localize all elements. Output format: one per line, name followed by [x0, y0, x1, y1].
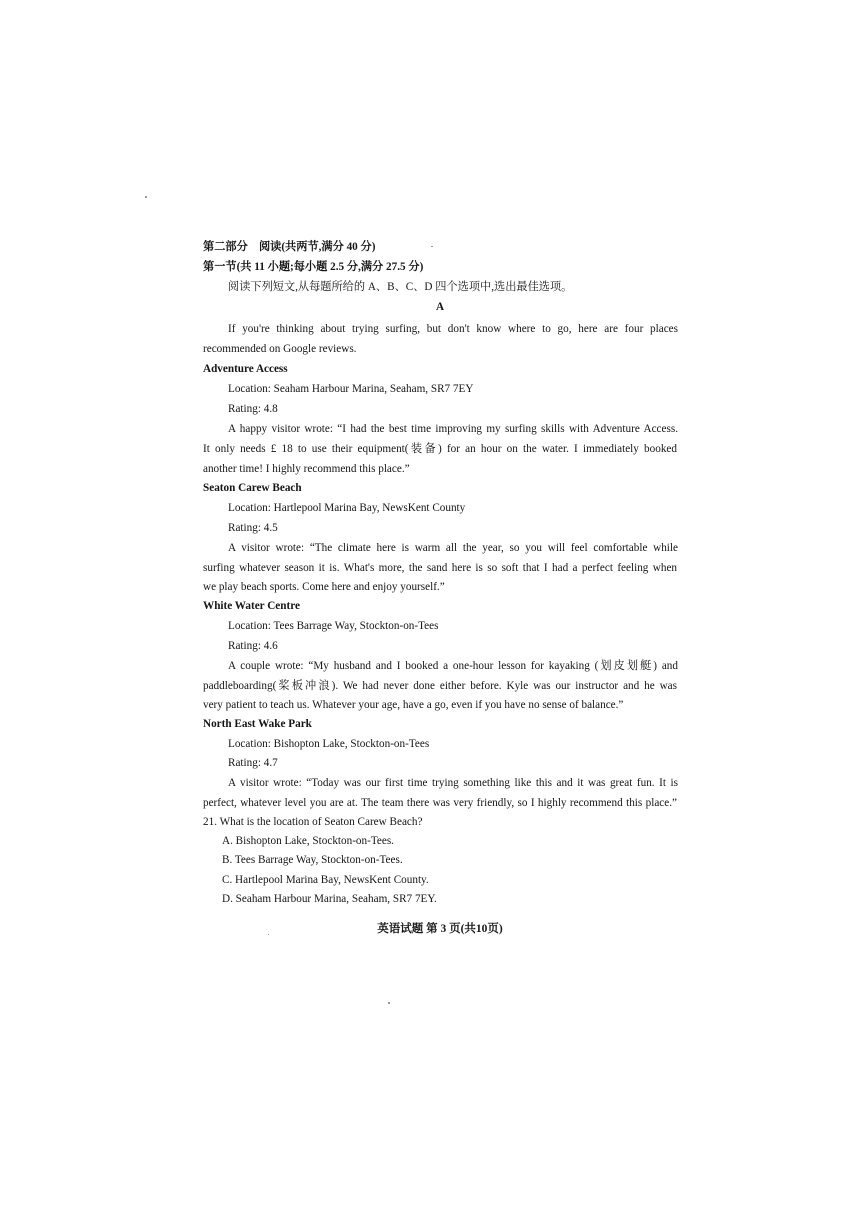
review-line: surfing whatever season it is. What's more, the sand here is so soft that I had a perfect feeling when [203, 562, 677, 574]
place-location: Location: Hartlepool Marina Bay, NewsKent County [228, 502, 466, 514]
review-line: It only needs £ 18 to use their equipment(装备) for an hour on the water. I immediately booked [203, 443, 677, 455]
place-name: Seaton Carew Beach [203, 482, 302, 494]
intro-line-2: recommended on Google reviews. [203, 343, 357, 355]
review-line: A visitor wrote: “Today was our first time trying something like this and it was great fun. It is [228, 777, 678, 789]
place-name: North East Wake Park [203, 718, 312, 730]
instruction-text: 阅读下列短文,从每题所给的 A、B、C、D 四个选项中,选出最佳选项。 [228, 281, 573, 293]
place-name: White Water Centre [203, 600, 300, 612]
place-rating: Rating: 4.5 [228, 522, 278, 534]
question-option-c: C. Hartlepool Marina Bay, NewsKent County. [222, 874, 429, 886]
intro-line-1: If you're thinking about trying surfing, but don't know where to go, here are four places [228, 323, 678, 335]
place-location: Location: Bishopton Lake, Stockton-on-Tees [228, 738, 430, 750]
place-rating: Rating: 4.6 [228, 640, 278, 652]
place-location: Location: Seaham Harbour Marina, Seaham, SR7 7EY [228, 383, 474, 395]
place-rating: Rating: 4.7 [228, 757, 278, 769]
scan-speck [388, 1002, 390, 1004]
passage-letter: A [435, 301, 445, 313]
review-line: paddleboarding(桨板冲浪). We had never done either before. Kyle was our instructor and he was [203, 680, 677, 692]
question-stem: 21. What is the location of Seaton Carew Beach? [203, 816, 423, 828]
scan-speck [268, 934, 269, 935]
review-line: very patient to teach us. Whatever your age, have a go, even if you have no sense of balance.” [203, 699, 624, 711]
place-name: Adventure Access [203, 363, 288, 375]
question-option-d: D. Seaham Harbour Marina, Seaham, SR7 7EY. [222, 893, 437, 905]
question-option-b: B. Tees Barrage Way, Stockton-on-Tees. [222, 854, 403, 866]
scan-speck [145, 196, 147, 198]
review-line: A happy visitor wrote: “I had the best time improving my surfing skills with Adventure Access. [228, 423, 678, 435]
review-line: A visitor wrote: “The climate here is warm all the year, so you will feel comfortable while [228, 542, 678, 554]
review-line: another time! I highly recommend this place.” [203, 463, 410, 475]
question-option-a: A. Bishopton Lake, Stockton-on-Tees. [222, 835, 394, 847]
place-rating: Rating: 4.8 [228, 403, 278, 415]
section-heading: 第一节(共 11 小题;每小题 2.5 分,满分 27.5 分) [203, 261, 424, 273]
place-location: Location: Tees Barrage Way, Stockton-on-Tees [228, 620, 439, 632]
page-footer: 英语试题 第 3 页(共10页) [377, 923, 503, 935]
review-line: A couple wrote: “My husband and I booked a one-hour lesson for kayaking (划皮划艇) and [228, 660, 678, 672]
review-line: perfect, whatever level you are at. The team there was very friendly, so I highly recommend this place.” [203, 797, 677, 809]
review-line: we play beach sports. Come here and enjoy yourself.” [203, 581, 445, 593]
scan-speck [431, 246, 433, 247]
part-heading: 第二部分 阅读(共两节,满分 40 分) [203, 241, 376, 253]
